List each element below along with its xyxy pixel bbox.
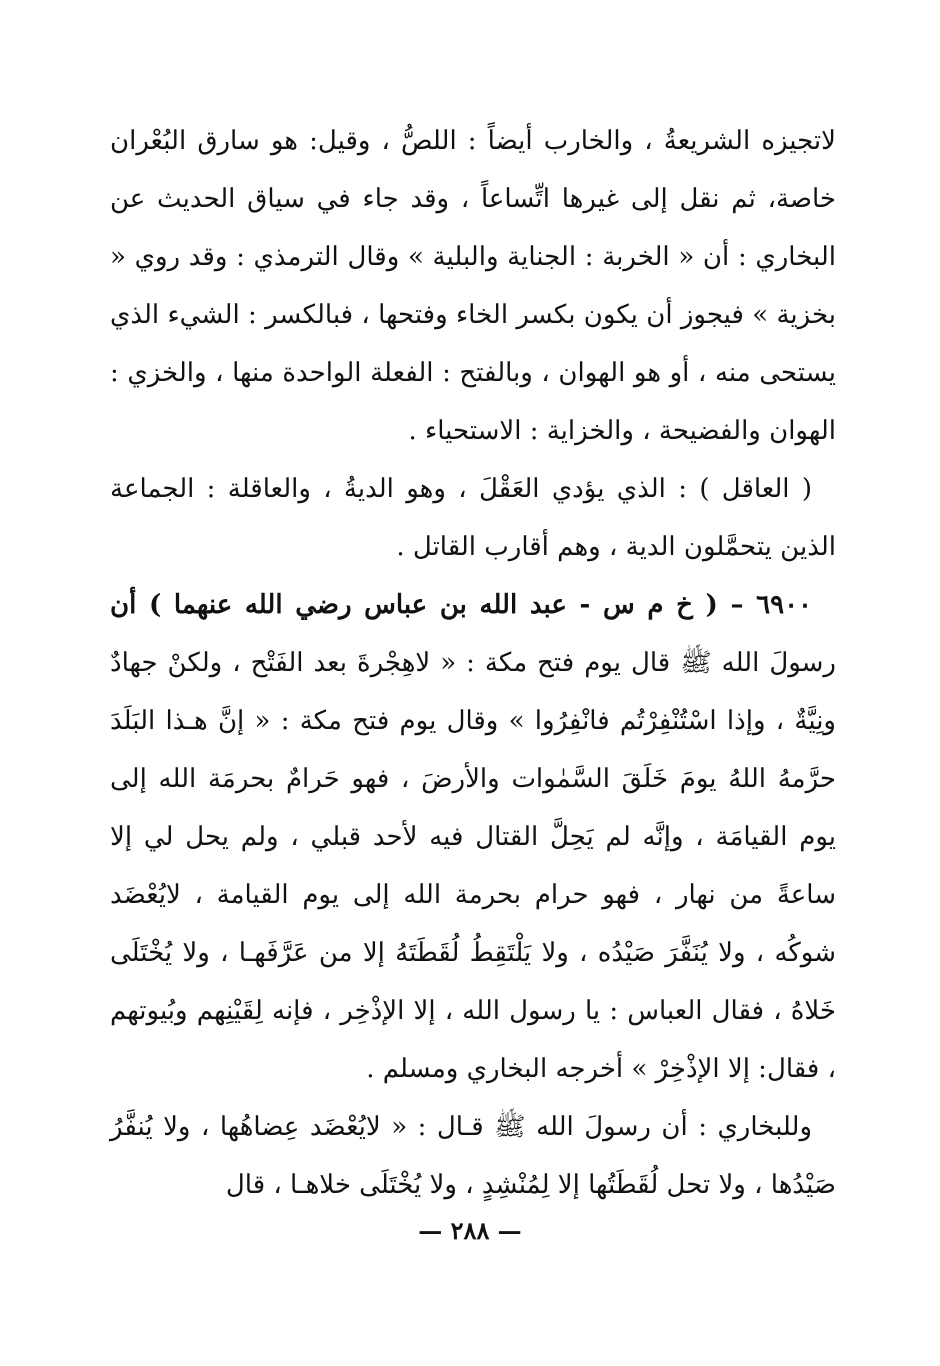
paragraph-bukhari-variant: وللبخاري : أن رسولَ الله ﷺ قـال : « لايُعْضَد عِضاهُها ، ولا يُنفَّرُ صَيْدُها ، ولا تحل لُقَطَتُها إلا لِمُنْشِدٍ ، ولا يُخْتَلَى خلاهـا ، قال [110,1112,836,1200]
hadith-text: رسولَ الله ﷺ قال يوم فتح مكة : « لاهِجْرةَ بعد الفَتْح ، ولكنْ جهادٌ ونِيَّةٌ ، وإذا اسْتُنْفِرْتُم فانْفِرُوا » وقال يوم فتح مكة : « إنَّ هـذا البَلَدَ حرَّمهُ اللهُ يومَ خَلَقَ السَّمٰوات والأرضَ ، فهو حَرامٌ بحرمَة الله إلى يوم القيامَة ، وإنَّه لم يَحِلَّ القتال فيه لأحد قبلي ، ولم يحل لي إلا ساعةً من نهار ، فهو حرام بحرمة الله إلى يوم القيامة ، لايُعْضَد شوكُه ، ولا يُنَفَّرَ صَيْدُه ، ولا يَلْتَقِطُ لُقَطَتَهُ إلا من عَرَّفَهـا ، ولا يُخْتَلَى خَلاهُ ، فقال العباس : يا رسول الله ، إلا الإذْخِر ، فإنه لِقَيْنِهم وبُيوتهم ، فقال: إلا الإذْخِرْ » أخرجه البخاري ومسلم . [110,648,836,1084]
paragraph-aqil-definition: ( العاقل ) : الذي يؤدي العَقْلَ ، وهو الديةُ ، والعاقلة : الجماعة الذين يتحمَّلون الدية ، وهم أقارب القاتل . [110,474,836,562]
page-number: — ٢٨٨ — [418,1216,522,1245]
hadith-number-and-sources: ٦٩٠٠ – ( خ م س - عبد الله بن عباس رضي الله عنهما ) أن [110,590,812,620]
page-body-text [110,112,836,1214]
paragraph-kharib-definition: لاتجيزه الشريعةُ ، والخارب أيضاً : اللصُّ ، وقيل: هو سارق البُعْران خاصة، ثم نقل إلى غيرها اتِّساعاً ، وقد جاء في سياق الحديث عن البخاري : أن « الخربة : الجناية والبلية » وقال الترمذي : وقد روي « بخزية » فيجوز أن يكون بكسر الخاء وفتحها ، فبالكسر : الشيء الذي يستحى منه ، أو هو الهوان ، وبالفتح : الفعلة الواحدة منها ، والخزي : الهوان والفضيحة ، والخزاية : الاستحياء . [110,126,836,446]
hadith-6900 [110,576,836,1098]
